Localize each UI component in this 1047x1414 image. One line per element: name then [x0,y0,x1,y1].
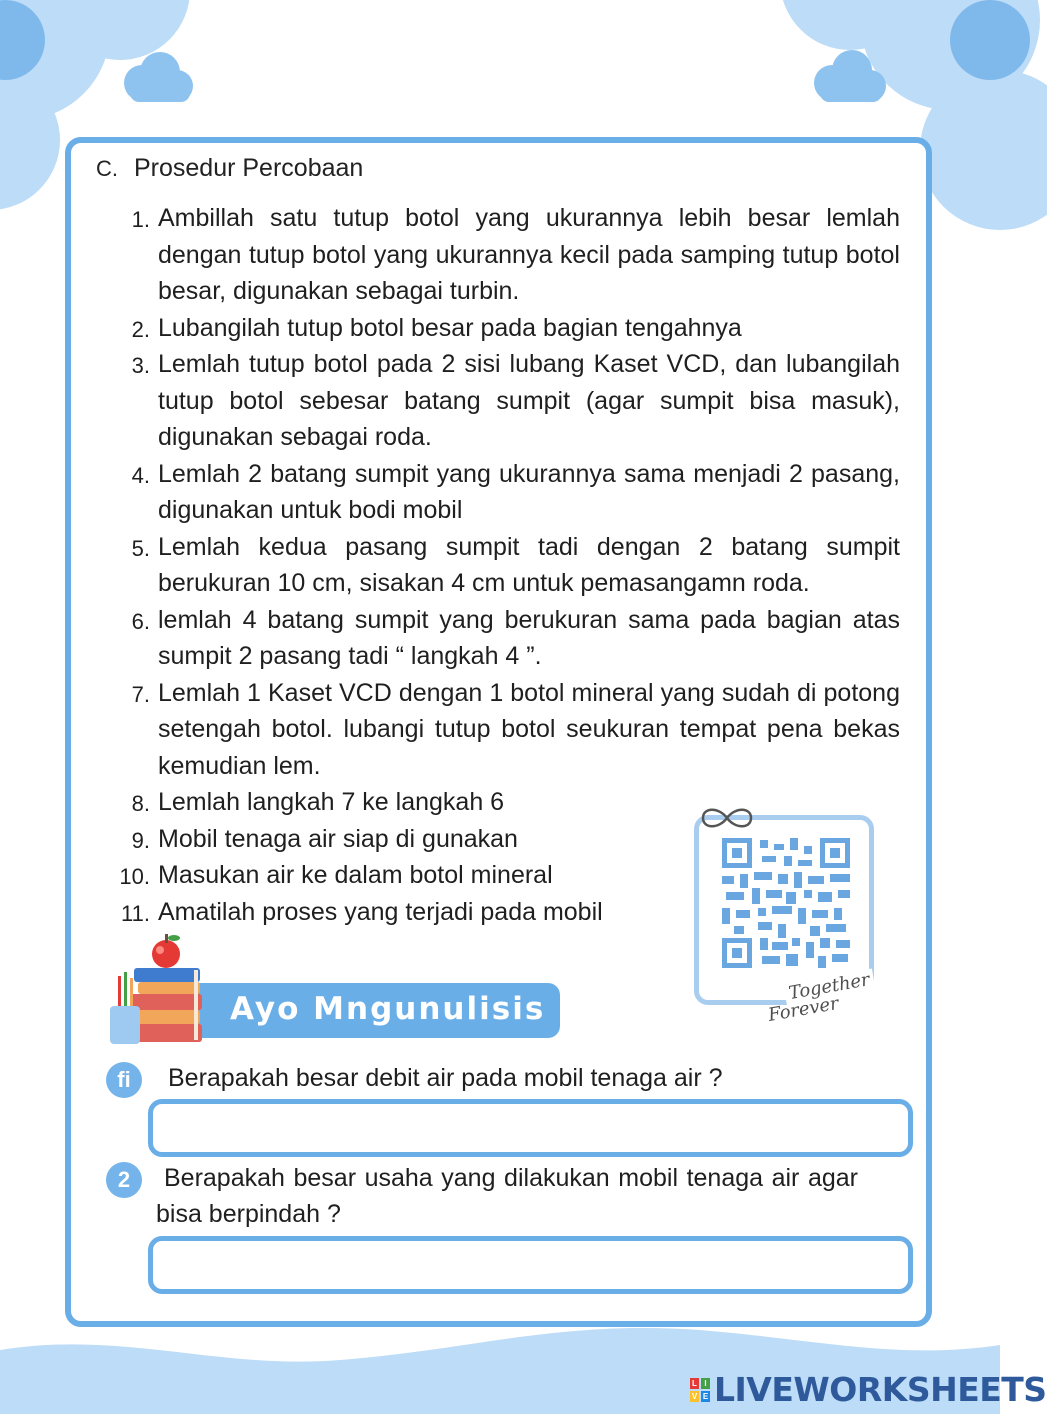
step-text: Mobil tenaga air siap di gunakan [158,824,518,853]
step-text: Masukan air ke dalam botol mineral [158,861,553,889]
step-text: Amatilah proses yang terjadi pada mobil [158,897,603,926]
step-number: 6. [131,608,150,634]
step-3 [110,346,900,456]
step-5 [110,529,900,602]
analysis-banner-title: Ayo Mngunulisis [230,991,546,1027]
logo-letter: I [701,1378,710,1389]
section-heading [96,154,363,183]
section-title: Prosedur Percobaan [134,154,364,182]
logo-letter: L [690,1378,699,1389]
qr-caption-line2: Forever [766,992,841,1026]
step-text: lemlah 4 batang sumpit yang berukuran sama pada bagian atas sumpit 2 pasang tadi “ langkah 4 ”. [158,605,900,670]
step-6 [110,602,900,675]
analysis-banner [190,983,560,1038]
logo-letter: V [691,1391,698,1401]
step-number: 2. [131,316,150,342]
liveworksheets-brand [690,1370,1047,1409]
infinity-icon [697,805,757,831]
step-number: 3. [131,353,150,378]
question-2-text: Berapakah besar usaha yang dilakukan mobil tenaga air agar bisa berpindah ? [156,1164,858,1228]
answer-1-field[interactable] [148,1099,913,1157]
step-text: Lemlah tutup botol pada 2 sisi lubang Kaset VCD, dan lubangilah tutup botol sebesar batang sumpit (agar sumpit bisa masuk), digunakan sebagai roda. [158,350,900,451]
step-text: Lemlah langkah 7 ke langkah 6 [158,788,505,816]
step-number: 4. [131,462,150,488]
small-cloud-left [124,52,193,102]
books-icon [104,930,208,1048]
qr-caption-line1: Together [787,969,872,1005]
step-text: Lemlah 2 batang sumpit yang ukurannya sama menjadi 2 pasang, digunakan untuk bodi mobil [158,459,900,524]
step-text: Lemlah kedua pasang sumpit tadi dengan 2 batang sumpit berukuran 10 cm, sisakan 4 cm untuk pemasangamn roda. [158,532,900,597]
question-1-badge: fi [106,1062,142,1098]
step-number: 7. [131,681,150,707]
step-number: 10. [119,864,150,889]
answer-2-field[interactable] [148,1236,913,1294]
question-2-badge: 2 [106,1162,142,1198]
step-number: 1. [131,207,150,232]
liveworksheets-logo-icon [690,1378,710,1402]
step-number: 11. [121,900,150,926]
step-2 [110,310,900,347]
qr-code-icon [722,838,850,968]
step-number: 5. [131,535,150,561]
step-text: Ambillah satu tutup botol yang ukurannya lebih besar lemlah dengan tutup botol yang ukurannya kecil pada samping tutup botol besar, digunakan sebagai turbin. [158,204,900,305]
step-7 [110,675,900,785]
step-4 [110,456,900,529]
liveworksheets-wordmark: LIVEWORKSHEETS [714,1370,1047,1409]
step-number: 8. [131,791,150,816]
step-text: Lubangilah tutup botol besar pada bagian tengahnya [158,313,742,342]
step-number: 9. [131,827,150,853]
step-1 [110,200,900,310]
logo-letter: E [702,1391,709,1401]
question-1-text: Berapakah besar debit air pada mobil tenaga air ? [168,1064,723,1092]
cloud-top-right-dark [950,0,1030,80]
step-text: Lemlah 1 Kaset VCD dengan 1 botol mineral yang sudah di potong setengah botol. lubangi tutup botol seukuran tempat pena bekas kemudian lem. [158,678,900,780]
section-letter: C. [96,156,118,181]
